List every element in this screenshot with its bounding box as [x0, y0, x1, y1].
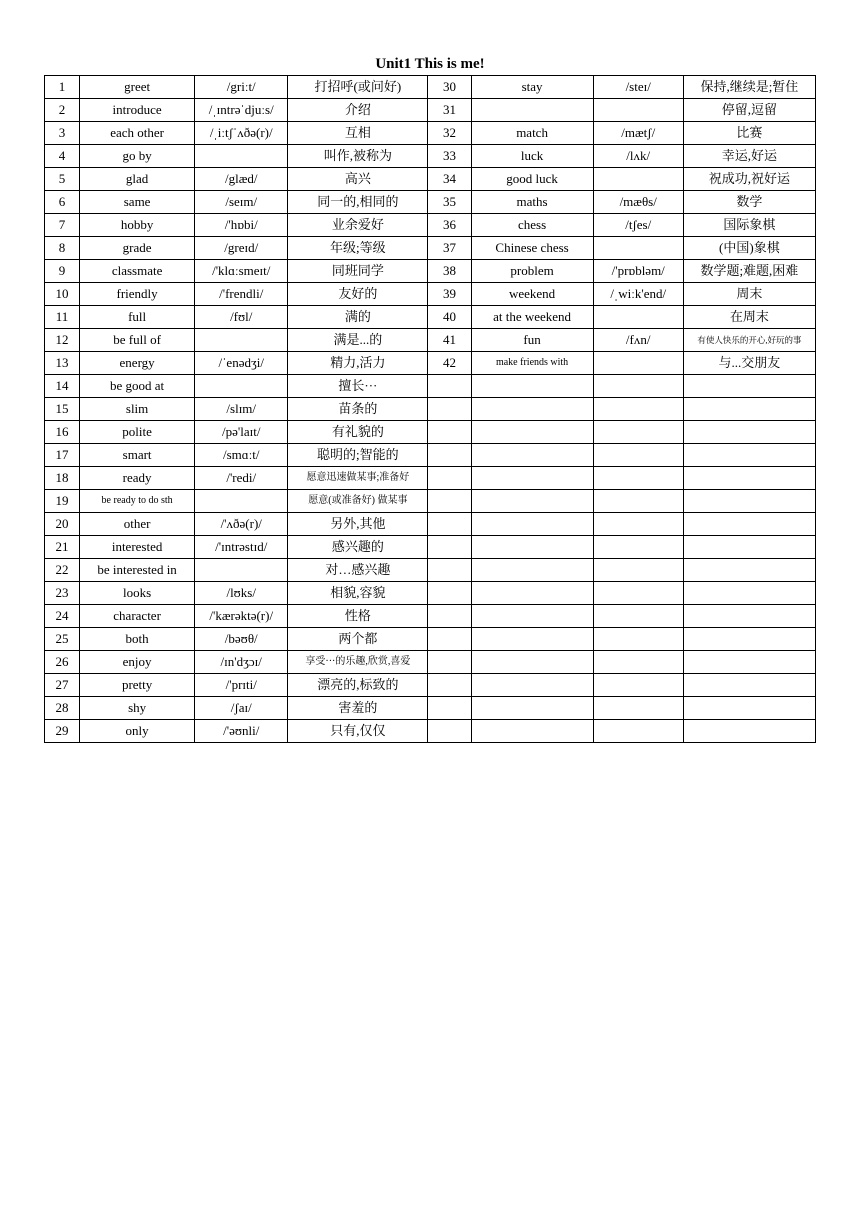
entry-word: friendly	[80, 283, 195, 306]
table-row	[45, 467, 816, 490]
entry-word	[471, 720, 593, 743]
table-row	[45, 398, 816, 421]
entry-word: good luck	[471, 168, 593, 191]
entry-phonetic: /'klɑːsmeɪt/	[195, 260, 288, 283]
entry-word: grade	[80, 237, 195, 260]
entry-meaning	[683, 559, 815, 582]
table-row	[45, 191, 816, 214]
entry-meaning: 祝成功,祝好运	[683, 168, 815, 191]
entry-meaning	[683, 421, 815, 444]
entry-phonetic: /ˌwiːk'end/	[593, 283, 683, 306]
entry-phonetic: /glæd/	[195, 168, 288, 191]
entry-phonetic	[195, 375, 288, 398]
table-row	[45, 352, 816, 375]
entry-meaning: 在周末	[683, 306, 815, 329]
table-row	[45, 99, 816, 122]
entry-word	[471, 490, 593, 513]
table-row	[45, 421, 816, 444]
entry-number: 8	[45, 237, 80, 260]
entry-meaning: 保持,继续是;暂住	[683, 76, 815, 99]
entry-meaning: 数学	[683, 191, 815, 214]
entry-number	[428, 697, 471, 720]
entry-meaning: 同班同学	[288, 260, 428, 283]
entry-number	[428, 582, 471, 605]
entry-phonetic: /ɪn'dʒɔɪ/	[195, 651, 288, 674]
table-row	[45, 536, 816, 559]
entry-meaning: 另外,其他	[288, 513, 428, 536]
entry-phonetic: /bəʊθ/	[195, 628, 288, 651]
entry-phonetic	[593, 352, 683, 375]
entry-phonetic: /'kærəktə(r)/	[195, 605, 288, 628]
entry-phonetic	[593, 375, 683, 398]
entry-meaning: 有使人快乐的开心,好玩的事	[683, 329, 815, 352]
entry-word: classmate	[80, 260, 195, 283]
entry-meaning: 同一的,相同的	[288, 191, 428, 214]
entry-meaning: 叫作,被称为	[288, 145, 428, 168]
vocabulary-table-body	[45, 76, 816, 743]
entry-number: 17	[45, 444, 80, 467]
entry-word	[471, 628, 593, 651]
entry-word: slim	[80, 398, 195, 421]
entry-meaning: 国际象棋	[683, 214, 815, 237]
entry-number: 41	[428, 329, 471, 352]
entry-number: 18	[45, 467, 80, 490]
entry-number	[428, 651, 471, 674]
table-row	[45, 237, 816, 260]
entry-word: luck	[471, 145, 593, 168]
entry-phonetic	[593, 513, 683, 536]
entry-phonetic	[593, 582, 683, 605]
entry-word	[471, 375, 593, 398]
entry-word: make friends with	[471, 352, 593, 375]
table-row	[45, 214, 816, 237]
entry-meaning	[683, 536, 815, 559]
entry-phonetic: /'prɪti/	[195, 674, 288, 697]
entry-meaning	[683, 582, 815, 605]
table-row	[45, 145, 816, 168]
table-row	[45, 444, 816, 467]
entry-phonetic	[593, 720, 683, 743]
entry-phonetic: /ˈenədʒi/	[195, 352, 288, 375]
entry-meaning	[683, 697, 815, 720]
entry-number: 37	[428, 237, 471, 260]
entry-number: 14	[45, 375, 80, 398]
table-row	[45, 76, 816, 99]
entry-word: polite	[80, 421, 195, 444]
entry-number: 22	[45, 559, 80, 582]
entry-phonetic	[593, 237, 683, 260]
entry-meaning	[683, 720, 815, 743]
entry-word: each other	[80, 122, 195, 145]
entry-number: 9	[45, 260, 80, 283]
entry-number	[428, 421, 471, 444]
entry-number	[428, 559, 471, 582]
table-row	[45, 329, 816, 352]
entry-meaning	[683, 628, 815, 651]
entry-number: 24	[45, 605, 80, 628]
entry-word: weekend	[471, 283, 593, 306]
entry-word: be interested in	[80, 559, 195, 582]
entry-meaning: 感兴趣的	[288, 536, 428, 559]
page-title: Unit1 This is me!	[375, 56, 485, 72]
entry-meaning	[683, 674, 815, 697]
entry-meaning	[683, 513, 815, 536]
entry-word: other	[80, 513, 195, 536]
entry-word: both	[80, 628, 195, 651]
entry-word: same	[80, 191, 195, 214]
entry-phonetic: /lʊks/	[195, 582, 288, 605]
entry-meaning: 精力,活力	[288, 352, 428, 375]
entry-phonetic	[195, 559, 288, 582]
entry-meaning: 擅长···	[288, 375, 428, 398]
entry-meaning: 对…感兴趣	[288, 559, 428, 582]
entry-meaning: 周末	[683, 283, 815, 306]
entry-number: 38	[428, 260, 471, 283]
entry-word: ready	[80, 467, 195, 490]
entry-number: 4	[45, 145, 80, 168]
entry-meaning	[683, 605, 815, 628]
entry-phonetic	[593, 421, 683, 444]
entry-meaning: 两个都	[288, 628, 428, 651]
entry-word: enjoy	[80, 651, 195, 674]
entry-meaning: (中国)象棋	[683, 237, 815, 260]
entry-word: problem	[471, 260, 593, 283]
entry-word	[471, 536, 593, 559]
entry-word	[471, 444, 593, 467]
table-row	[45, 283, 816, 306]
table-row	[45, 582, 816, 605]
entry-word: glad	[80, 168, 195, 191]
entry-phonetic: /smɑːt/	[195, 444, 288, 467]
entry-number	[428, 720, 471, 743]
entry-meaning	[683, 490, 815, 513]
entry-word: pretty	[80, 674, 195, 697]
entry-number: 5	[45, 168, 80, 191]
table-row	[45, 628, 816, 651]
entry-number: 36	[428, 214, 471, 237]
entry-number: 6	[45, 191, 80, 214]
entry-number: 12	[45, 329, 80, 352]
entry-meaning: 业余爱好	[288, 214, 428, 237]
entry-phonetic	[593, 674, 683, 697]
entry-word: stay	[471, 76, 593, 99]
entry-phonetic: /fʊl/	[195, 306, 288, 329]
entry-number	[428, 605, 471, 628]
entry-number: 27	[45, 674, 80, 697]
entry-number	[428, 467, 471, 490]
entry-word	[471, 421, 593, 444]
entry-word: introduce	[80, 99, 195, 122]
entry-word: smart	[80, 444, 195, 467]
entry-number: 2	[45, 99, 80, 122]
entry-phonetic	[593, 99, 683, 122]
entry-phonetic	[593, 697, 683, 720]
entry-number	[428, 674, 471, 697]
entry-phonetic: /lʌk/	[593, 145, 683, 168]
entry-meaning: 满是...的	[288, 329, 428, 352]
entry-word	[471, 697, 593, 720]
entry-word	[471, 559, 593, 582]
table-row	[45, 260, 816, 283]
entry-phonetic: /ˌɪntrəˈdjuːs/	[195, 99, 288, 122]
entry-number: 28	[45, 697, 80, 720]
entry-word: match	[471, 122, 593, 145]
entry-meaning: 性格	[288, 605, 428, 628]
entry-phonetic: /pə'laɪt/	[195, 421, 288, 444]
entry-word	[471, 99, 593, 122]
entry-meaning: 愿意迅速做某事;准备好	[288, 467, 428, 490]
entry-meaning: 苗条的	[288, 398, 428, 421]
table-row	[45, 674, 816, 697]
entry-number	[428, 375, 471, 398]
entry-number: 16	[45, 421, 80, 444]
entry-word: be full of	[80, 329, 195, 352]
entry-word: hobby	[80, 214, 195, 237]
table-row	[45, 375, 816, 398]
entry-word	[471, 605, 593, 628]
entry-number: 35	[428, 191, 471, 214]
entry-phonetic	[593, 444, 683, 467]
entry-phonetic: /fʌn/	[593, 329, 683, 352]
entry-phonetic	[195, 145, 288, 168]
entry-number: 40	[428, 306, 471, 329]
entry-number: 13	[45, 352, 80, 375]
entry-phonetic: /'ɪntrəstɪd/	[195, 536, 288, 559]
entry-phonetic: /griːt/	[195, 76, 288, 99]
entry-meaning: 只有,仅仅	[288, 720, 428, 743]
entry-meaning: 年级;等级	[288, 237, 428, 260]
entry-phonetic	[593, 398, 683, 421]
table-row	[45, 306, 816, 329]
table-row	[45, 605, 816, 628]
entry-number: 25	[45, 628, 80, 651]
entry-word: full	[80, 306, 195, 329]
entry-number: 29	[45, 720, 80, 743]
entry-meaning	[683, 398, 815, 421]
entry-meaning	[683, 444, 815, 467]
entry-phonetic: /mætʃ/	[593, 122, 683, 145]
table-row	[45, 513, 816, 536]
entry-number: 34	[428, 168, 471, 191]
entry-word: Chinese chess	[471, 237, 593, 260]
entry-number	[428, 398, 471, 421]
entry-word: energy	[80, 352, 195, 375]
entry-meaning: 有礼貌的	[288, 421, 428, 444]
entry-meaning: 比赛	[683, 122, 815, 145]
entry-phonetic	[593, 168, 683, 191]
entry-meaning: 数学题;难题,困难	[683, 260, 815, 283]
entry-phonetic: /'frendli/	[195, 283, 288, 306]
entry-number	[428, 536, 471, 559]
entry-number: 31	[428, 99, 471, 122]
entry-word: be ready to do sth	[80, 490, 195, 513]
entry-phonetic: /'əʊnli/	[195, 720, 288, 743]
entry-number: 19	[45, 490, 80, 513]
entry-number	[428, 513, 471, 536]
entry-meaning: 幸运,好运	[683, 145, 815, 168]
entry-word: character	[80, 605, 195, 628]
entry-word: shy	[80, 697, 195, 720]
entry-meaning: 愿意(或准备好) 做某事	[288, 490, 428, 513]
entry-number: 32	[428, 122, 471, 145]
entry-number: 10	[45, 283, 80, 306]
entry-word	[471, 467, 593, 490]
entry-meaning: 与...交朋友	[683, 352, 815, 375]
entry-word	[471, 651, 593, 674]
entry-number: 7	[45, 214, 80, 237]
entry-phonetic	[593, 536, 683, 559]
entry-meaning: 友好的	[288, 283, 428, 306]
entry-phonetic: /steɪ/	[593, 76, 683, 99]
entry-word	[471, 398, 593, 421]
entry-word: maths	[471, 191, 593, 214]
entry-phonetic: /greɪd/	[195, 237, 288, 260]
table-row	[45, 697, 816, 720]
entry-word: fun	[471, 329, 593, 352]
table-row	[45, 651, 816, 674]
entry-meaning	[683, 467, 815, 490]
entry-number: 33	[428, 145, 471, 168]
entry-phonetic	[593, 467, 683, 490]
entry-word: only	[80, 720, 195, 743]
table-row	[45, 122, 816, 145]
entry-meaning: 打招呼(或问好)	[288, 76, 428, 99]
table-row	[45, 490, 816, 513]
entry-meaning: 相貌,容貌	[288, 582, 428, 605]
entry-phonetic: /mæθs/	[593, 191, 683, 214]
entry-number: 23	[45, 582, 80, 605]
entry-word	[471, 674, 593, 697]
entry-phonetic: /'ʌðə(r)/	[195, 513, 288, 536]
entry-number	[428, 490, 471, 513]
entry-phonetic	[593, 605, 683, 628]
entry-phonetic	[195, 329, 288, 352]
entry-word: chess	[471, 214, 593, 237]
entry-word	[471, 582, 593, 605]
entry-phonetic	[593, 651, 683, 674]
table-row	[45, 559, 816, 582]
entry-phonetic: /ˌiːtʃˈʌðə(r)/	[195, 122, 288, 145]
entry-phonetic: /'redi/	[195, 467, 288, 490]
entry-word: looks	[80, 582, 195, 605]
entry-phonetic	[195, 490, 288, 513]
entry-phonetic: /seɪm/	[195, 191, 288, 214]
entry-meaning: 停留,逗留	[683, 99, 815, 122]
entry-meaning: 高兴	[288, 168, 428, 191]
entry-number: 11	[45, 306, 80, 329]
entry-number: 3	[45, 122, 80, 145]
entry-meaning	[683, 651, 815, 674]
entry-number: 42	[428, 352, 471, 375]
entry-word: go by	[80, 145, 195, 168]
entry-meaning: 享受···的乐趣,欣赏,喜爱	[288, 651, 428, 674]
table-row	[45, 720, 816, 743]
vocabulary-table	[44, 75, 816, 743]
entry-phonetic	[593, 490, 683, 513]
entry-phonetic: /'hɒbi/	[195, 214, 288, 237]
entry-phonetic: /tʃes/	[593, 214, 683, 237]
entry-meaning: 漂亮的,标致的	[288, 674, 428, 697]
entry-meaning	[683, 375, 815, 398]
entry-phonetic	[593, 628, 683, 651]
entry-number: 15	[45, 398, 80, 421]
entry-number: 21	[45, 536, 80, 559]
entry-phonetic: /slɪm/	[195, 398, 288, 421]
entry-number: 26	[45, 651, 80, 674]
entry-meaning: 满的	[288, 306, 428, 329]
entry-phonetic	[593, 559, 683, 582]
entry-meaning: 害羞的	[288, 697, 428, 720]
entry-number: 20	[45, 513, 80, 536]
entry-word: be good at	[80, 375, 195, 398]
entry-meaning: 互相	[288, 122, 428, 145]
table-row	[45, 168, 816, 191]
entry-phonetic: /'prɒbləm/	[593, 260, 683, 283]
entry-word	[471, 513, 593, 536]
entry-meaning: 聪明的;智能的	[288, 444, 428, 467]
entry-number: 1	[45, 76, 80, 99]
entry-phonetic: /ʃaɪ/	[195, 697, 288, 720]
entry-number: 39	[428, 283, 471, 306]
entry-word: greet	[80, 76, 195, 99]
entry-word: at the weekend	[471, 306, 593, 329]
entry-number	[428, 628, 471, 651]
entry-word: interested	[80, 536, 195, 559]
entry-number	[428, 444, 471, 467]
entry-meaning: 介绍	[288, 99, 428, 122]
entry-number: 30	[428, 76, 471, 99]
entry-phonetic	[593, 306, 683, 329]
